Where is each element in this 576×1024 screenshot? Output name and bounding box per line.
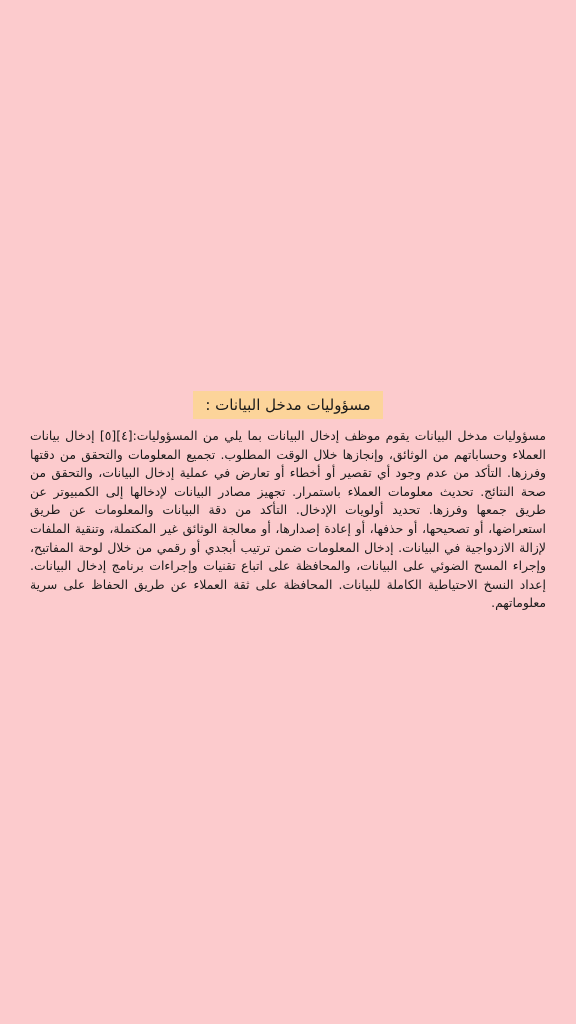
body-paragraph: مسؤوليات مدخل البيانات يقوم موظف إدخال البيانات بما يلي من المسؤوليات:[٤][٥] إدخال بيانات العملاء وحساباتهم من الوثائق، وإنجازها خلال الوقت المطلوب. تجميع المعلومات والتحقق من دقتها وفرزها. التأكد من عدم وجود أي تقصير أو أخطاء أو تعارض في عملية إدخال البيانات، والتحقق من صحة النتائج. تحديث معلومات العملاء باستمرار. تجهيز مصادر البيانات لإدخالها إلى الكمبيوتر عن طريق جمعها وفرزها. تحديد أولويات الإدخال. التأكد من دقة البيانات والمعلومات عن طريق استعراضها، أو تصحيحها، أو حذفها، أو إعادة إصدارها، أو معالجة الوثائق غير المكتملة، وتنقية الملفات لإزالة الازدواجية في البيانات. إدخال المعلومات ضمن ترتيب أبجدي أو رقمي من خلال لوحة المفاتيح، وإجراء المسح الضوئي على البيانات، والمحافظة على اتباع تقنيات وإجراءات برنامج إدخال البيانات. إعداد النسخ الاحتياطية الكاملة للبيانات. المحافظة على ثقة العملاء عن طريق الحفاظ على سرية معلوماتهم. bbox=[30, 428, 546, 611]
title-container bbox=[0, 391, 576, 419]
page-title: مسؤوليات مدخل البيانات : bbox=[193, 391, 382, 419]
